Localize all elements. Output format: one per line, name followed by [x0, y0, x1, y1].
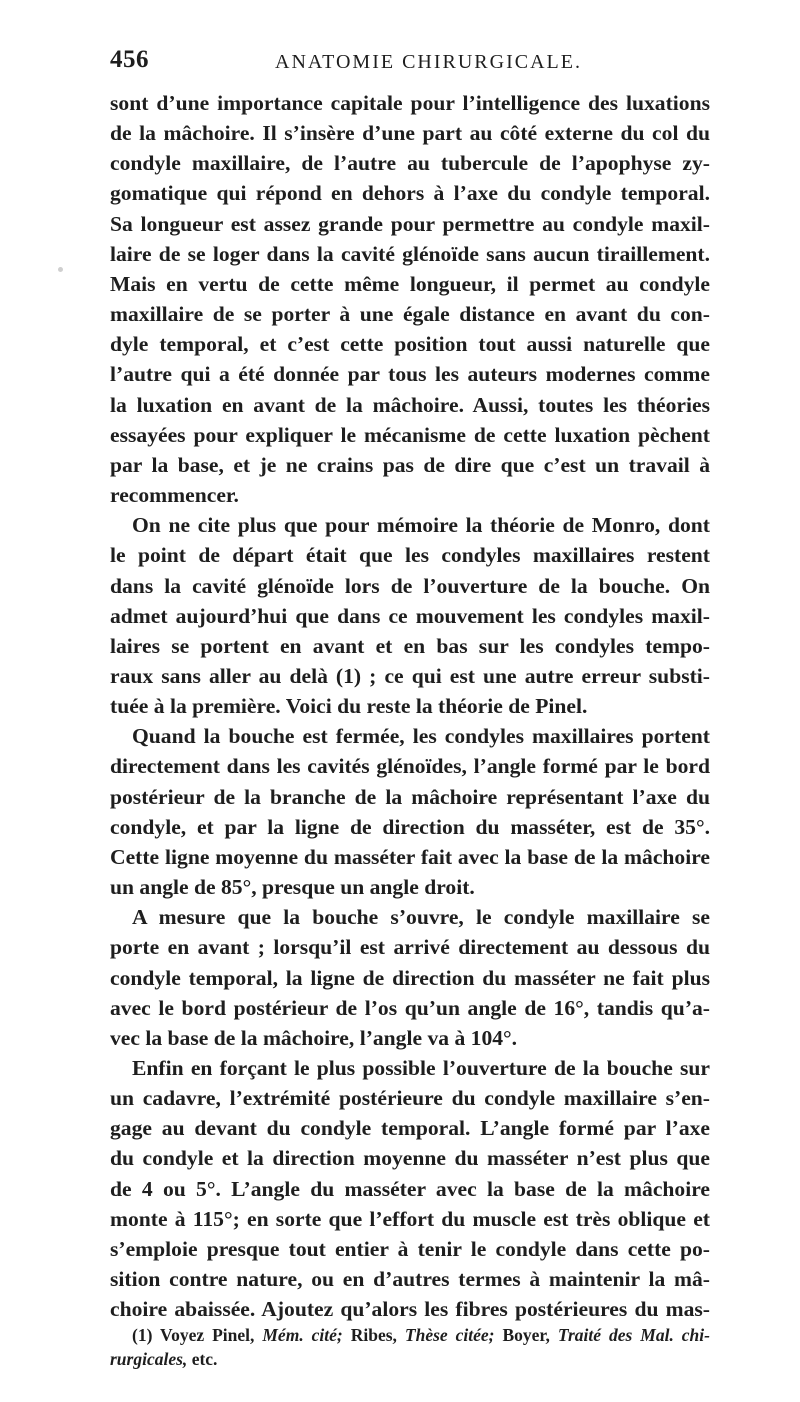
text-line: l’autre qui a été donnée par tous les auteurs modernes comme: [110, 362, 710, 387]
footnote-text: (1) Voyez Pinel,: [132, 1325, 263, 1345]
text-line: porte en avant ; lorsqu’il est arrivé directement au dessous du: [110, 935, 710, 960]
text-line: directement dans les cavités glénoïdes, l’angle formé par le bord: [110, 754, 710, 779]
text-line: On ne cite plus que pour mémoire la théorie de Monro, dont: [132, 513, 710, 538]
text-line: Mais en vertu de cette même longueur, il permet au condyle: [110, 271, 710, 296]
text-line: A mesure que la bouche s’ouvre, le condyle maxillaire se: [132, 905, 710, 930]
text-line: un cadavre, l’extrémité postérieure du condyle maxillaire s’en-: [110, 1086, 710, 1111]
paper-speck: [58, 267, 63, 272]
footnote-line: [110, 1347, 710, 1371]
text-line: laire de se loger dans la cavité glénoïde sans aucun tiraillement.: [110, 241, 710, 266]
footnote-citation: Traité des Mal. chi-: [557, 1325, 710, 1345]
text-line: laires se portent en avant et en bas sur les condyles tempo-: [110, 633, 710, 658]
text-line: un angle de 85°, presque un angle droit.: [110, 875, 475, 900]
footnote-line: [110, 1323, 710, 1347]
text-line: de la mâchoire. Il s’insère d’une part au côté externe du col du: [110, 121, 710, 146]
text-line: condyle maxillaire, de l’autre au tubercule de l’apophyse zy-: [110, 151, 710, 176]
text-line: Sa longueur est assez grande pour permettre au condyle maxil-: [110, 211, 710, 236]
page-number: 456: [110, 46, 149, 73]
text-line: le point de départ était que les condyles maxillaires restent: [110, 543, 710, 568]
running-title: ANATOMIE CHIRURGICALE.: [275, 51, 582, 73]
text-line: de 4 ou 5°. L’angle du masséter avec la base de la mâchoire: [110, 1176, 710, 1201]
text-line: sont d’une importance capitale pour l’intelligence des luxations: [110, 91, 710, 115]
text-line: monte à 115°; en sorte que l’effort du muscle est très oblique et: [110, 1206, 710, 1231]
text-line: avec le bord postérieur de l’os qu’un angle de 16°, tandis qu’a-: [110, 995, 710, 1020]
footnote-citation: Mém. cité;: [262, 1325, 343, 1345]
text-line: tuée à la première. Voici du reste la théorie de Pinel.: [110, 694, 588, 719]
footnote-text: etc.: [187, 1349, 218, 1369]
text-line: condyle temporal, la ligne de direction du masséter ne fait plus: [110, 965, 710, 990]
text-line: gage au devant du condyle temporal. L’angle formé par l’axe: [110, 1116, 710, 1141]
text-line: recommencer.: [110, 483, 239, 508]
text-line: la luxation en avant de la mâchoire. Aussi, toutes les théories: [110, 392, 710, 417]
footnote-text: Boyer,: [494, 1325, 558, 1345]
text-line: choire abaissée. Ajoutez qu’alors les fibres postérieures du mas-: [110, 1297, 710, 1322]
text-line: sition contre nature, ou en d’autres termes à maintenir la mâ-: [110, 1267, 710, 1292]
footnote-citation: Thèse citée;: [404, 1325, 495, 1345]
text-line: condyle, et par la ligne de direction du masséter, est de 35°.: [110, 814, 710, 839]
body-text: [110, 88, 710, 1324]
text-line: essayées pour expliquer le mécanisme de cette luxation pèchent: [110, 422, 710, 447]
text-line: Cette ligne moyenne du masséter fait avec la base de la mâchoire: [110, 844, 710, 869]
text-line: du condyle et la direction moyenne du masséter n’est plus que: [110, 1146, 710, 1171]
text-line: maxillaire de se porter à une égale distance en avant du con-: [110, 302, 710, 327]
text-line: dans la cavité glénoïde lors de l’ouverture de la bouche. On: [110, 573, 710, 598]
footnote-citation: rurgicales,: [110, 1349, 188, 1369]
text-line: Enfin en forçant le plus possible l’ouverture de la bouche sur: [132, 1056, 710, 1080]
footnote: [110, 1323, 710, 1371]
text-line: postérieur de la branche de la mâchoire représentant l’axe du: [110, 784, 710, 809]
text-line: raux sans aller au delà (1) ; ce qui est une autre erreur substi-: [110, 663, 710, 688]
text-line: vec la base de la mâchoire, l’angle va à 104°.: [110, 1025, 518, 1050]
text-line: dyle temporal, et c’est cette position tout aussi naturelle que: [110, 332, 710, 357]
text-line: s’emploie presque tout entier à tenir le condyle dans cette po-: [110, 1236, 710, 1261]
text-line: admet aujourd’hui que dans ce mouvement les condyles maxil-: [110, 603, 710, 628]
footnote-text: Ribes,: [342, 1325, 405, 1345]
page-header: [110, 46, 710, 78]
text-line: Quand la bouche est fermée, les condyles maxillaires portent: [132, 724, 710, 749]
text-line: gomatique qui répond en dehors à l’axe du condyle temporal.: [110, 181, 710, 206]
text-line: par la base, et je ne crains pas de dire que c’est un travail à: [110, 452, 710, 477]
